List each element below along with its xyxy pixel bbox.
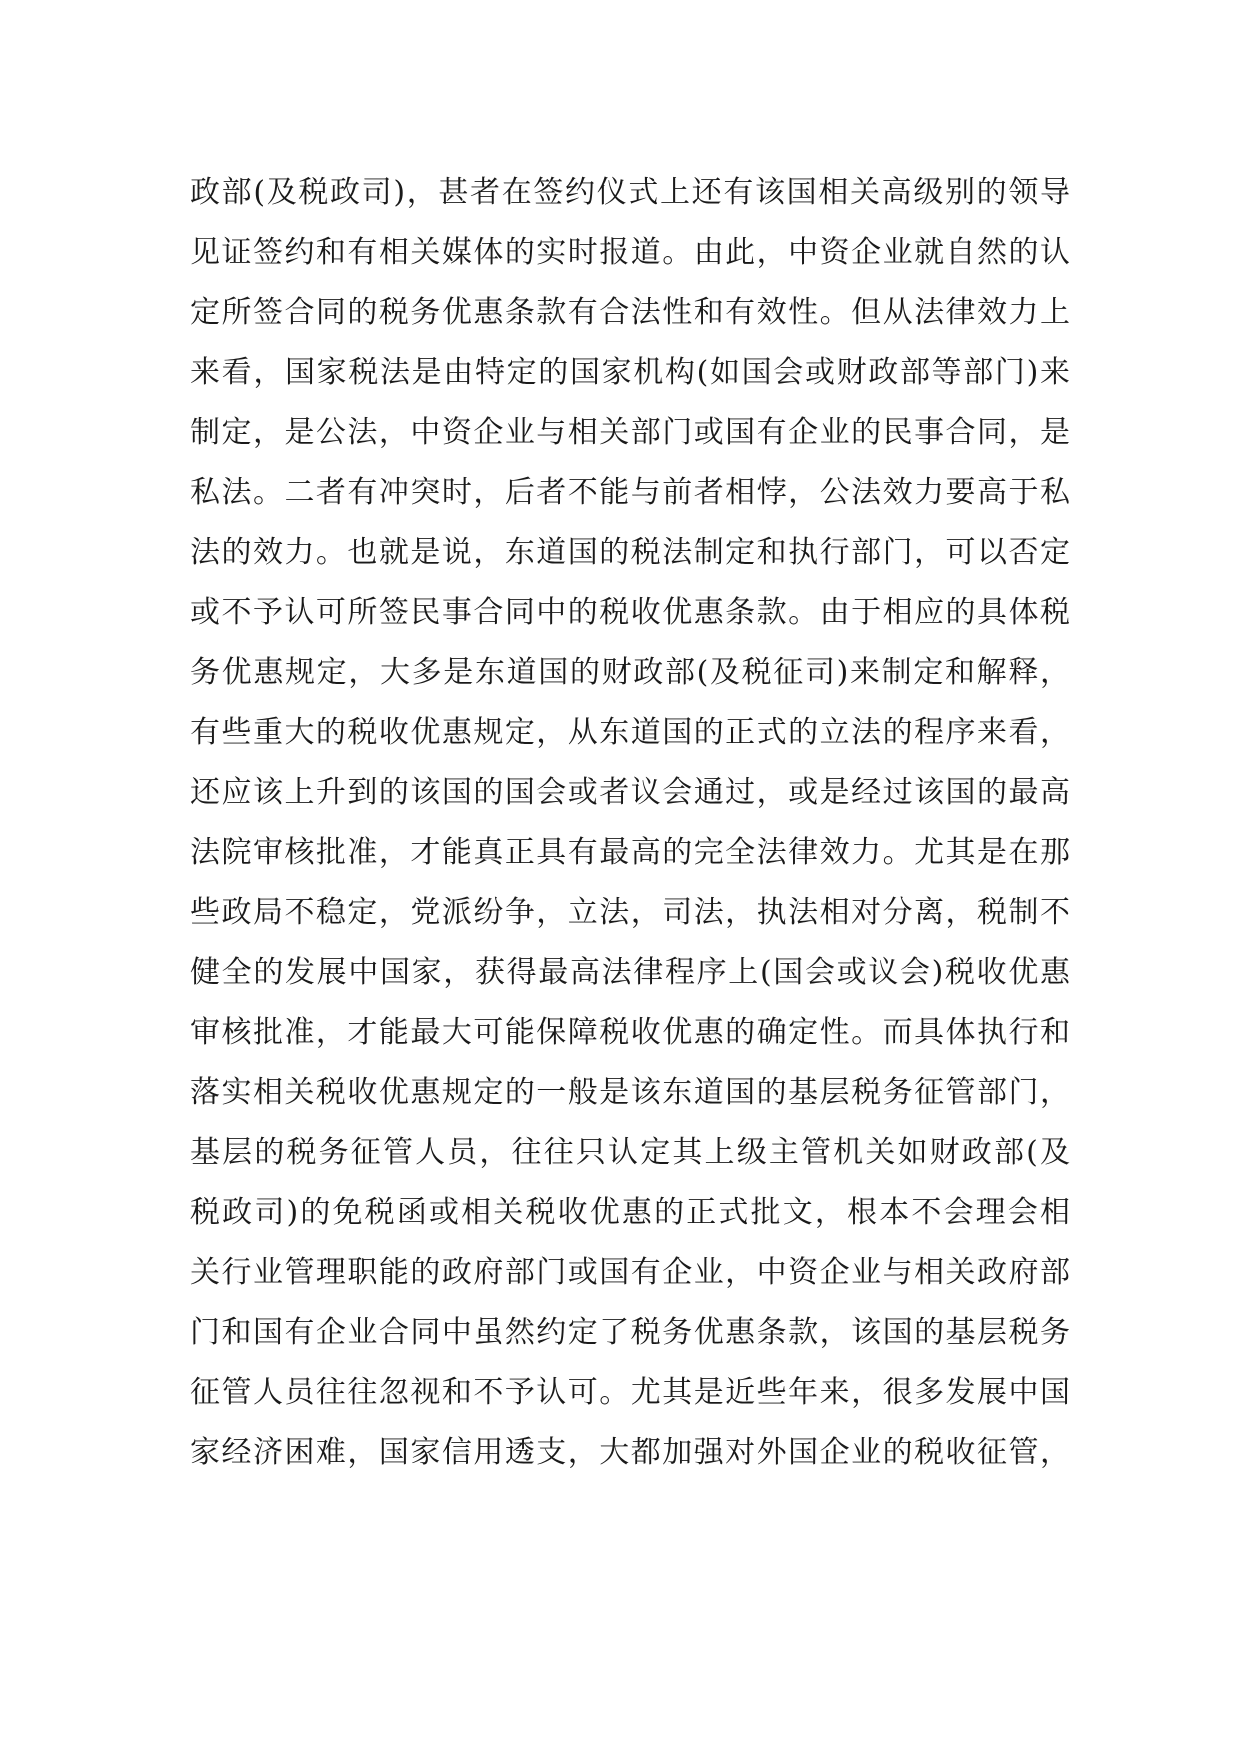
text-line: 法的效力。也就是说，东道国的税法制定和执行部门，可以否定 xyxy=(190,535,1070,570)
text-line: 基层的税务征管人员，往往只认定其上级主管机关如财政部(及 xyxy=(190,1135,1070,1170)
text-line: 健全的发展中国家，获得最高法律程序上(国会或议会)税收优惠 xyxy=(190,955,1070,990)
text-line: 落实相关税收优惠规定的一般是该东道国的基层税务征管部门， xyxy=(190,1075,1070,1110)
text-line: 务优惠规定，大多是东道国的财政部(及税征司)来制定和解释， xyxy=(190,655,1070,690)
text-line: 来看，国家税法是由特定的国家机构(如国会或财政部等部门)来 xyxy=(190,355,1070,390)
text-line: 门和国有企业合同中虽然约定了税务优惠条款，该国的基层税务 xyxy=(190,1315,1070,1350)
text-line: 私法。二者有冲突时，后者不能与前者相悖，公法效力要高于私 xyxy=(190,475,1070,510)
text-line: 家经济困难，国家信用透支，大都加强对外国企业的税收征管， xyxy=(190,1435,1070,1470)
body-text xyxy=(190,163,1070,1483)
text-line: 关行业管理职能的政府部门或国有企业，中资企业与相关政府部 xyxy=(190,1255,1070,1290)
text-line: 税政司)的免税函或相关税收优惠的正式批文，根本不会理会相 xyxy=(190,1195,1070,1230)
text-line: 征管人员往往忽视和不予认可。尤其是近些年来，很多发展中国 xyxy=(190,1375,1070,1410)
text-line: 还应该上升到的该国的国会或者议会通过，或是经过该国的最高 xyxy=(190,775,1070,810)
text-line: 有些重大的税收优惠规定，从东道国的正式的立法的程序来看， xyxy=(190,715,1070,750)
text-line: 政部(及税政司)，甚者在签约仪式上还有该国相关高级别的领导 xyxy=(190,175,1070,210)
text-line: 制定，是公法，中资企业与相关部门或国有企业的民事合同，是 xyxy=(190,415,1070,450)
text-line: 定所签合同的税务优惠条款有合法性和有效性。但从法律效力上 xyxy=(190,295,1070,330)
text-line: 审核批准，才能最大可能保障税收优惠的确定性。而具体执行和 xyxy=(190,1015,1070,1050)
text-line: 或不予认可所签民事合同中的税收优惠条款。由于相应的具体税 xyxy=(190,595,1070,630)
text-line: 些政局不稳定，党派纷争，立法，司法，执法相对分离，税制不 xyxy=(190,895,1070,930)
text-line: 见证签约和有相关媒体的实时报道。由此，中资企业就自然的认 xyxy=(190,235,1070,270)
text-line: 法院审核批准，才能真正具有最高的完全法律效力。尤其是在那 xyxy=(190,835,1070,870)
